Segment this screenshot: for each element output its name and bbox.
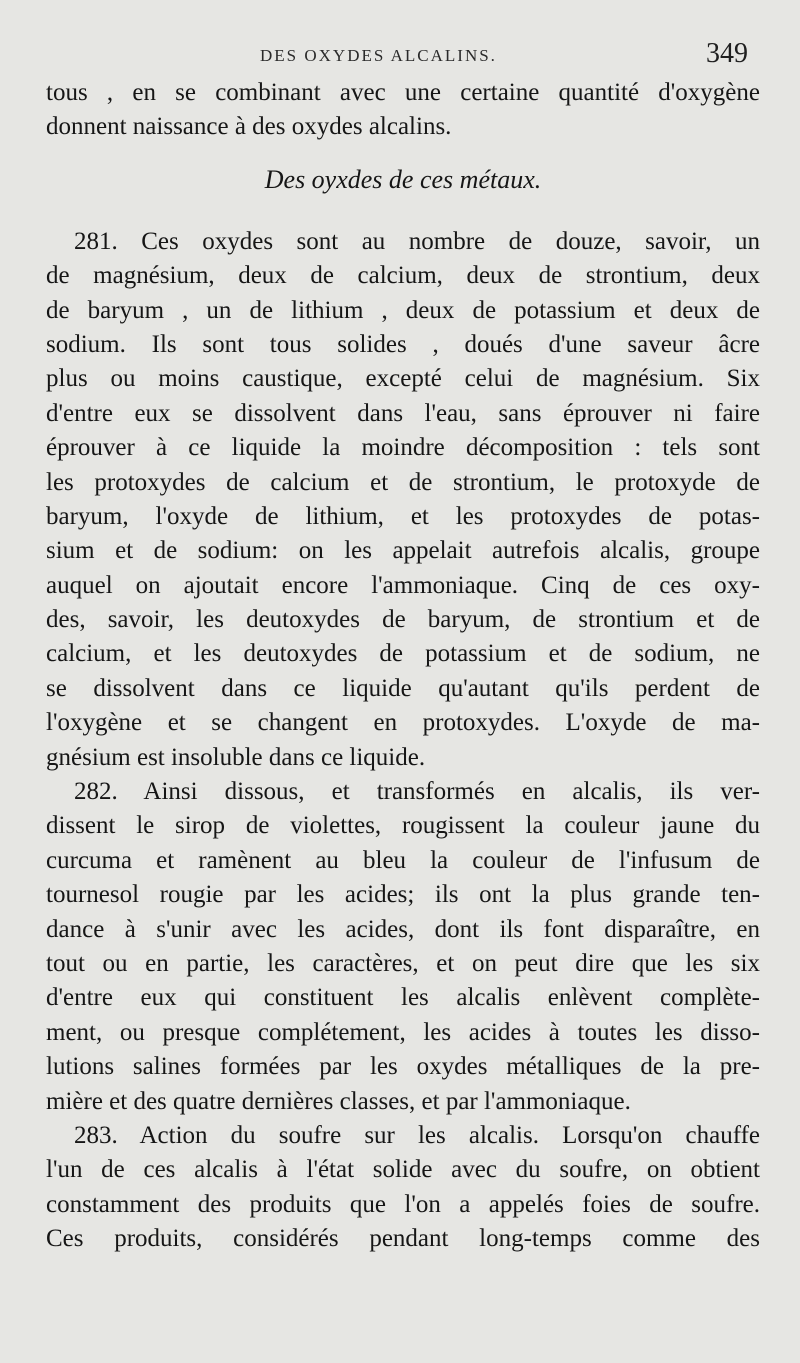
text-line: l'un de ces alcalis à l'état solide avec du soufre, on obtient — [46, 1156, 760, 1184]
text-line: d'entre eux se dissolvent dans l'eau, sans éprouver ni faire — [46, 399, 760, 427]
spacer — [46, 215, 760, 225]
body-text — [46, 76, 760, 1257]
text-line: d'entre eux qui constituent les alcalis enlèvent complète- — [46, 984, 760, 1012]
text-line: Ces produits, considérés pendant long-temps comme des — [46, 1225, 760, 1253]
text-line: calcium, et les deutoxydes de potassium et de sodium, ne — [46, 640, 760, 668]
text-line: de magnésium, deux de calcium, deux de strontium, deux — [46, 262, 760, 290]
text-line: tout ou en partie, les caractères, et on peut dire que les six — [46, 949, 760, 977]
text-line: lutions salines formées par les oxydes métalliques de la pre- — [46, 1053, 760, 1081]
text-line: tournesol rougie par les acides; ils ont la plus grande ten- — [46, 881, 760, 909]
paragraph-281 — [46, 225, 760, 775]
text-line: sium et de sodium: on les appelait autrefois alcalis, groupe — [46, 537, 760, 565]
text-line: 282. Ainsi dissous, et transformés en alcalis, ils ver- — [74, 778, 760, 806]
text-line: baryum, l'oxyde de lithium, et les protoxydes de potas- — [46, 502, 760, 530]
text-line: se dissolvent dans ce liquide qu'autant qu'ils perdent de — [46, 674, 760, 702]
text-line: l'oxygène et se changent en protoxydes. L'oxyde de ma- — [46, 709, 760, 737]
text-line: plus ou moins caustique, excepté celui de magnésium. Six — [46, 365, 760, 393]
page-number: 349 — [706, 38, 748, 69]
text-line: mière et des quatre dernières classes, et par l'ammoniaque. — [46, 1087, 631, 1115]
text-line: tous , en se combinant avec une certaine quantité d'oxygène — [46, 79, 760, 106]
running-head — [0, 38, 800, 78]
section-heading: Des oyxdes de ces métaux. — [264, 164, 542, 194]
text-line: des, savoir, les deutoxydes de baryum, de strontium et de — [46, 606, 760, 634]
text-line: gnésium est insoluble dans ce liquide. — [46, 743, 426, 771]
text-line: dissent le sirop de violettes, rougissent la couleur jaune du — [46, 812, 760, 840]
paragraph-283 — [46, 1119, 760, 1257]
paragraph-282 — [46, 775, 760, 1119]
text-line: sodium. Ils sont tous solides , doués d'une saveur âcre — [46, 330, 760, 358]
text-line: donnent naissance à des oxydes alcalins. — [46, 113, 452, 141]
text-line: constamment des produits que l'on a appelés foies de soufre. — [46, 1190, 760, 1218]
text-line: ment, ou presque complétement, les acides à toutes les disso- — [46, 1018, 760, 1046]
text-line: dance à s'unir avec les acides, dont ils font disparaître, en — [46, 915, 760, 943]
text-line: 281. Ces oxydes sont au nombre de douze, savoir, un — [74, 227, 760, 255]
running-title: DES OXYDES ALCALINS. — [260, 46, 497, 65]
text-line: curcuma et ramènent au bleu la couleur de l'infusum de — [46, 846, 760, 874]
text-line: éprouver à ce liquide la moindre décomposition : tels sont — [46, 434, 760, 462]
text-line: 283. Action du soufre sur les alcalis. Lorsqu'on chauffe — [74, 1121, 760, 1149]
text-line: auquel on ajoutait encore l'ammoniaque. Cinq de ces oxy- — [46, 571, 760, 599]
text-line: de baryum , un de lithium , deux de potassium et deux de — [46, 296, 760, 324]
text-line: les protoxydes de calcium et de strontium, le protoxyde de — [46, 468, 760, 496]
